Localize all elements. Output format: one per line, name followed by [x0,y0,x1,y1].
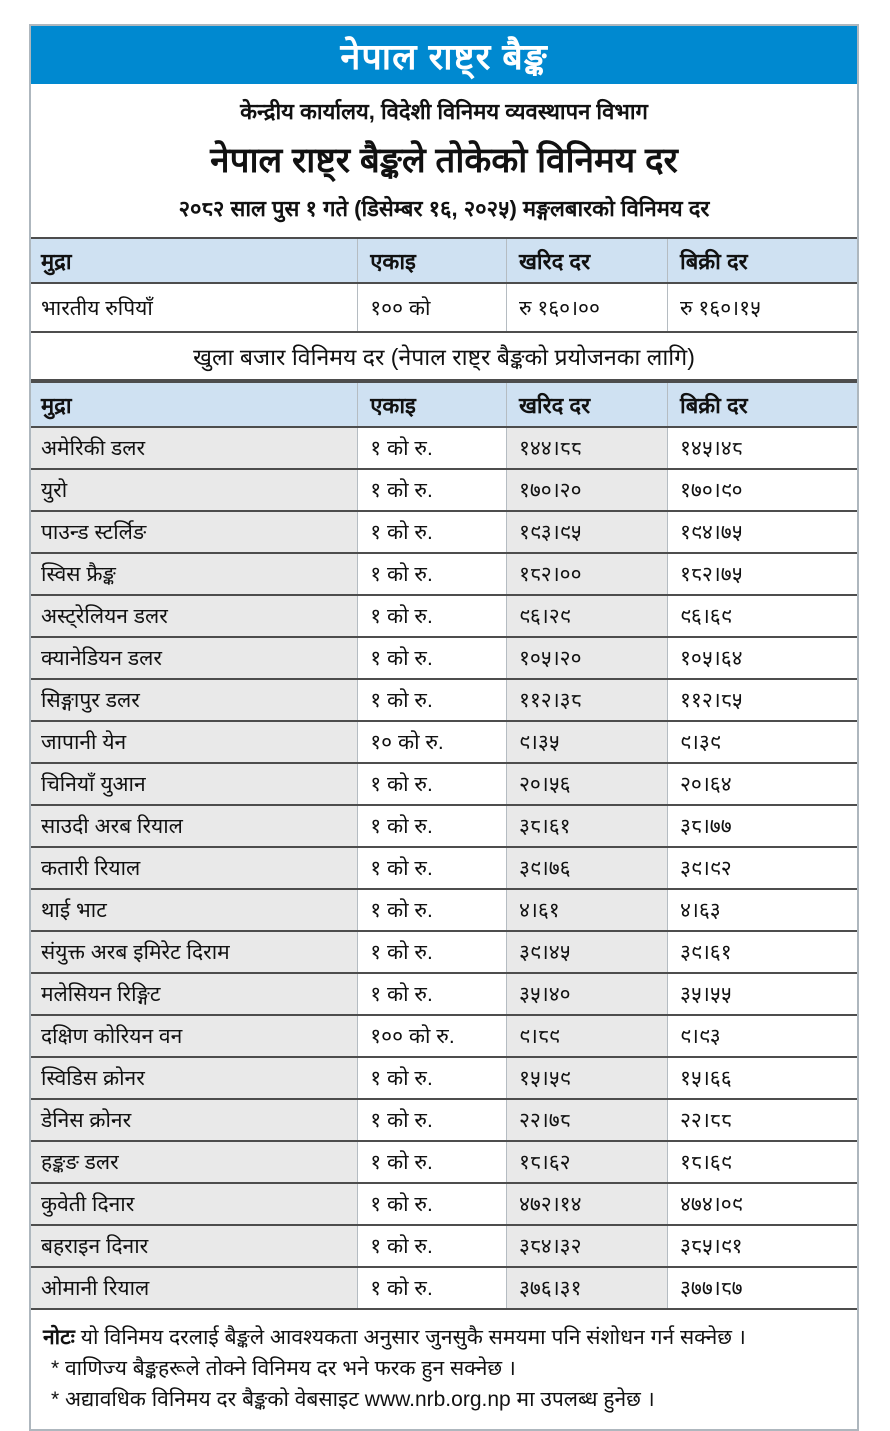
sell-rate-cell: रु १६०।१५ [667,284,857,331]
unit-cell: १० को रु. [357,722,506,762]
sell-rate-cell: २२।८८ [667,1100,857,1140]
sell-rate-cell: ३८५।९१ [667,1226,857,1266]
buy-rate-cell: ४७२।१४ [506,1184,667,1224]
exchange-rate-row [31,1268,857,1310]
column-header-currency: मुद्रा [41,248,72,274]
column-header-buy: खरिद दर [506,383,667,426]
open-market-heading: खुला बजार विनिमय दर (नेपाल राष्ट्र बैङ्कको प्रयोजनका लागि) [31,333,857,381]
unit-cell: १ को रु. [357,764,506,804]
buy-rate-cell: १८२।०० [506,554,667,594]
column-header-sell: बिक्री दर [667,383,857,426]
note-line-main [43,1322,843,1353]
exchange-rate-row [31,428,857,470]
currency-name-cell: अस्ट्रेलियन डलर [31,596,357,636]
unit-cell: १ को रु. [357,638,506,678]
sell-rate-cell: १४५।४८ [667,428,857,468]
buy-rate-cell: ३८४।३२ [506,1226,667,1266]
open-market-rate-table [31,381,857,1310]
currency-name-cell: चिनियाँ युआन [31,764,357,804]
exchange-rate-row [31,890,857,932]
unit-cell: १ को रु. [357,512,506,552]
buy-rate-cell: ९।८९ [506,1016,667,1056]
exchange-rate-row [31,722,857,764]
table-header-row [31,237,857,284]
currency-name-cell: बहराइन दिनार [31,1226,357,1266]
buy-rate-cell: १४४।८८ [506,428,667,468]
currency-name-cell: मलेसियन रिङ्गिट [31,974,357,1014]
exchange-rate-row [31,470,857,512]
currency-name-cell: साउदी अरब रियाल [31,806,357,846]
exchange-rate-row [31,1142,857,1184]
unit-cell: १ को रु. [357,1142,506,1182]
sell-rate-cell: ९।३९ [667,722,857,762]
exchange-rate-row [31,596,857,638]
sell-rate-cell: १९४।७५ [667,512,857,552]
exchange-rate-row [31,284,857,333]
currency-name-cell: पाउन्ड स्टर्लिङ [31,512,357,552]
official-rate-table [31,237,857,333]
sell-rate-cell: ३७७।८७ [667,1268,857,1308]
note-line-website: * अद्यावधिक विनिमय दर बैङ्कको वेबसाइट www.nrb.org.np मा उपलब्ध हुनेछ । [51,1388,655,1411]
unit-cell: १ को रु. [357,554,506,594]
column-header-unit: एकाइ [357,239,506,282]
sell-rate-cell: ३५।५५ [667,974,857,1014]
unit-cell: १ को रु. [357,1226,506,1266]
exchange-rate-row [31,1058,857,1100]
exchange-rate-row [31,680,857,722]
currency-name-cell: ओमानी रियाल [31,1268,357,1308]
unit-cell: १ को रु. [357,1058,506,1098]
unit-cell: १ को रु. [357,680,506,720]
sell-rate-cell: ४।६३ [667,890,857,930]
exchange-rate-row [31,1016,857,1058]
buy-rate-cell: २०।५६ [506,764,667,804]
buy-rate-cell: ३९।४५ [506,932,667,972]
buy-rate-cell: ३५।४० [506,974,667,1014]
sell-rate-cell: ९६।६९ [667,596,857,636]
unit-cell: १ को रु. [357,848,506,888]
unit-cell: १०० को रु. [357,1016,506,1056]
column-header-unit: एकाइ [357,383,506,426]
note-line-commercial-banks: * वाणिज्य बैङ्कहरूले तोक्ने विनिमय दर भने फरक हुन सक्नेछ । [51,1357,516,1380]
note-main-text: यो विनिमय दरलाई बैङ्कले आवश्यकता अनुसार जुनसुकै समयमा पनि संशोधन गर्न सक्नेछ । [80,1326,746,1349]
buy-rate-cell: ४।६१ [506,890,667,930]
exchange-rate-row [31,1184,857,1226]
exchange-rate-notice [29,24,859,1431]
exchange-rate-row [31,638,857,680]
currency-name-cell: अमेरिकी डलर [31,428,357,468]
bank-name-banner [31,26,857,84]
buy-rate-cell: १९३।९५ [506,512,667,552]
sell-rate-cell: ४७४।०९ [667,1184,857,1224]
currency-name-cell: जापानी येन [31,722,357,762]
currency-name-cell: कतारी रियाल [31,848,357,888]
buy-rate-cell: ३७६।३१ [506,1268,667,1308]
sell-rate-cell: १८२।७५ [667,554,857,594]
currency-name-cell: क्यानेडियन डलर [31,638,357,678]
open-market-rate-rows [31,428,857,1310]
date-line: २०८२ साल पुस १ गते (डिसेम्बर १६, २०२५) मङ्गलबारको विनिमय दर [178,196,710,221]
sell-rate-cell: १५।६६ [667,1058,857,1098]
exchange-rate-row [31,806,857,848]
unit-cell: १ को रु. [357,1100,506,1140]
unit-cell: १ को रु. [357,890,506,930]
unit-cell: १०० को [357,284,506,331]
exchange-rate-row [31,1100,857,1142]
page-title: नेपाल राष्ट्र बैङ्कले तोकेको विनिमय दर [210,141,678,180]
unit-cell: १ को रु. [357,974,506,1014]
buy-rate-cell: १५।५९ [506,1058,667,1098]
unit-cell: १ को रु. [357,1184,506,1224]
buy-rate-cell: ९।३५ [506,722,667,762]
note-label: नोटः [43,1326,75,1349]
official-rate-rows [31,284,857,333]
exchange-rate-row [31,848,857,890]
bank-name: नेपाल राष्ट्र बैङ्क [340,35,548,77]
unit-cell: १ को रु. [357,428,506,468]
unit-cell: १ को रु. [357,596,506,636]
column-header-sell: बिक्री दर [667,239,857,282]
sell-rate-cell: १८।६९ [667,1142,857,1182]
buy-rate-cell: १८।६२ [506,1142,667,1182]
exchange-rate-row [31,554,857,596]
sell-rate-cell: ३९।६१ [667,932,857,972]
unit-cell: १ को रु. [357,470,506,510]
table-header-row [31,381,857,428]
currency-name-cell: संयुक्त अरब इमिरेट दिराम [31,932,357,972]
buy-rate-cell: २२।७८ [506,1100,667,1140]
exchange-rate-row [31,512,857,554]
currency-name-cell: कुवेती दिनार [31,1184,357,1224]
sell-rate-cell: १०५।६४ [667,638,857,678]
exchange-rate-row [31,974,857,1016]
buy-rate-cell: ९६।२९ [506,596,667,636]
currency-name-cell: भारतीय रुपियाँ [41,296,153,320]
buy-rate-cell: ११२।३८ [506,680,667,720]
column-header-currency: मुद्रा [41,392,72,418]
sell-rate-cell: ३९।९२ [667,848,857,888]
currency-name-cell: हङ्कङ डलर [31,1142,357,1182]
currency-name-cell: स्विडिस क्रोनर [31,1058,357,1098]
currency-name-cell: सिङ्गापुर डलर [31,680,357,720]
unit-cell: १ को रु. [357,806,506,846]
column-header-buy: खरिद दर [506,239,667,282]
unit-cell: १ को रु. [357,932,506,972]
buy-rate-cell: रु १६०।०० [506,284,667,331]
buy-rate-cell: १०५।२० [506,638,667,678]
sell-rate-cell: ३८।७७ [667,806,857,846]
currency-name-cell: थाई भाट [31,890,357,930]
exchange-rate-row [31,764,857,806]
sell-rate-cell: ९।९३ [667,1016,857,1056]
exchange-rate-row [31,1226,857,1268]
currency-name-cell: दक्षिण कोरियन वन [31,1016,357,1056]
exchange-rate-row [31,932,857,974]
currency-name-cell: युरो [31,470,357,510]
department-line: केन्द्रीय कार्यालय, विदेशी विनिमय व्यवस्थापन विभाग [240,99,648,124]
unit-cell: १ को रु. [357,1268,506,1308]
buy-rate-cell: ३८।६१ [506,806,667,846]
buy-rate-cell: ३९।७६ [506,848,667,888]
currency-name-cell: डेनिस क्रोनर [31,1100,357,1140]
sell-rate-cell: २०।६४ [667,764,857,804]
buy-rate-cell: १७०।२० [506,470,667,510]
sell-rate-cell: १७०।९० [667,470,857,510]
sell-rate-cell: ११२।८५ [667,680,857,720]
currency-name-cell: स्विस फ्रैङ्क [31,554,357,594]
